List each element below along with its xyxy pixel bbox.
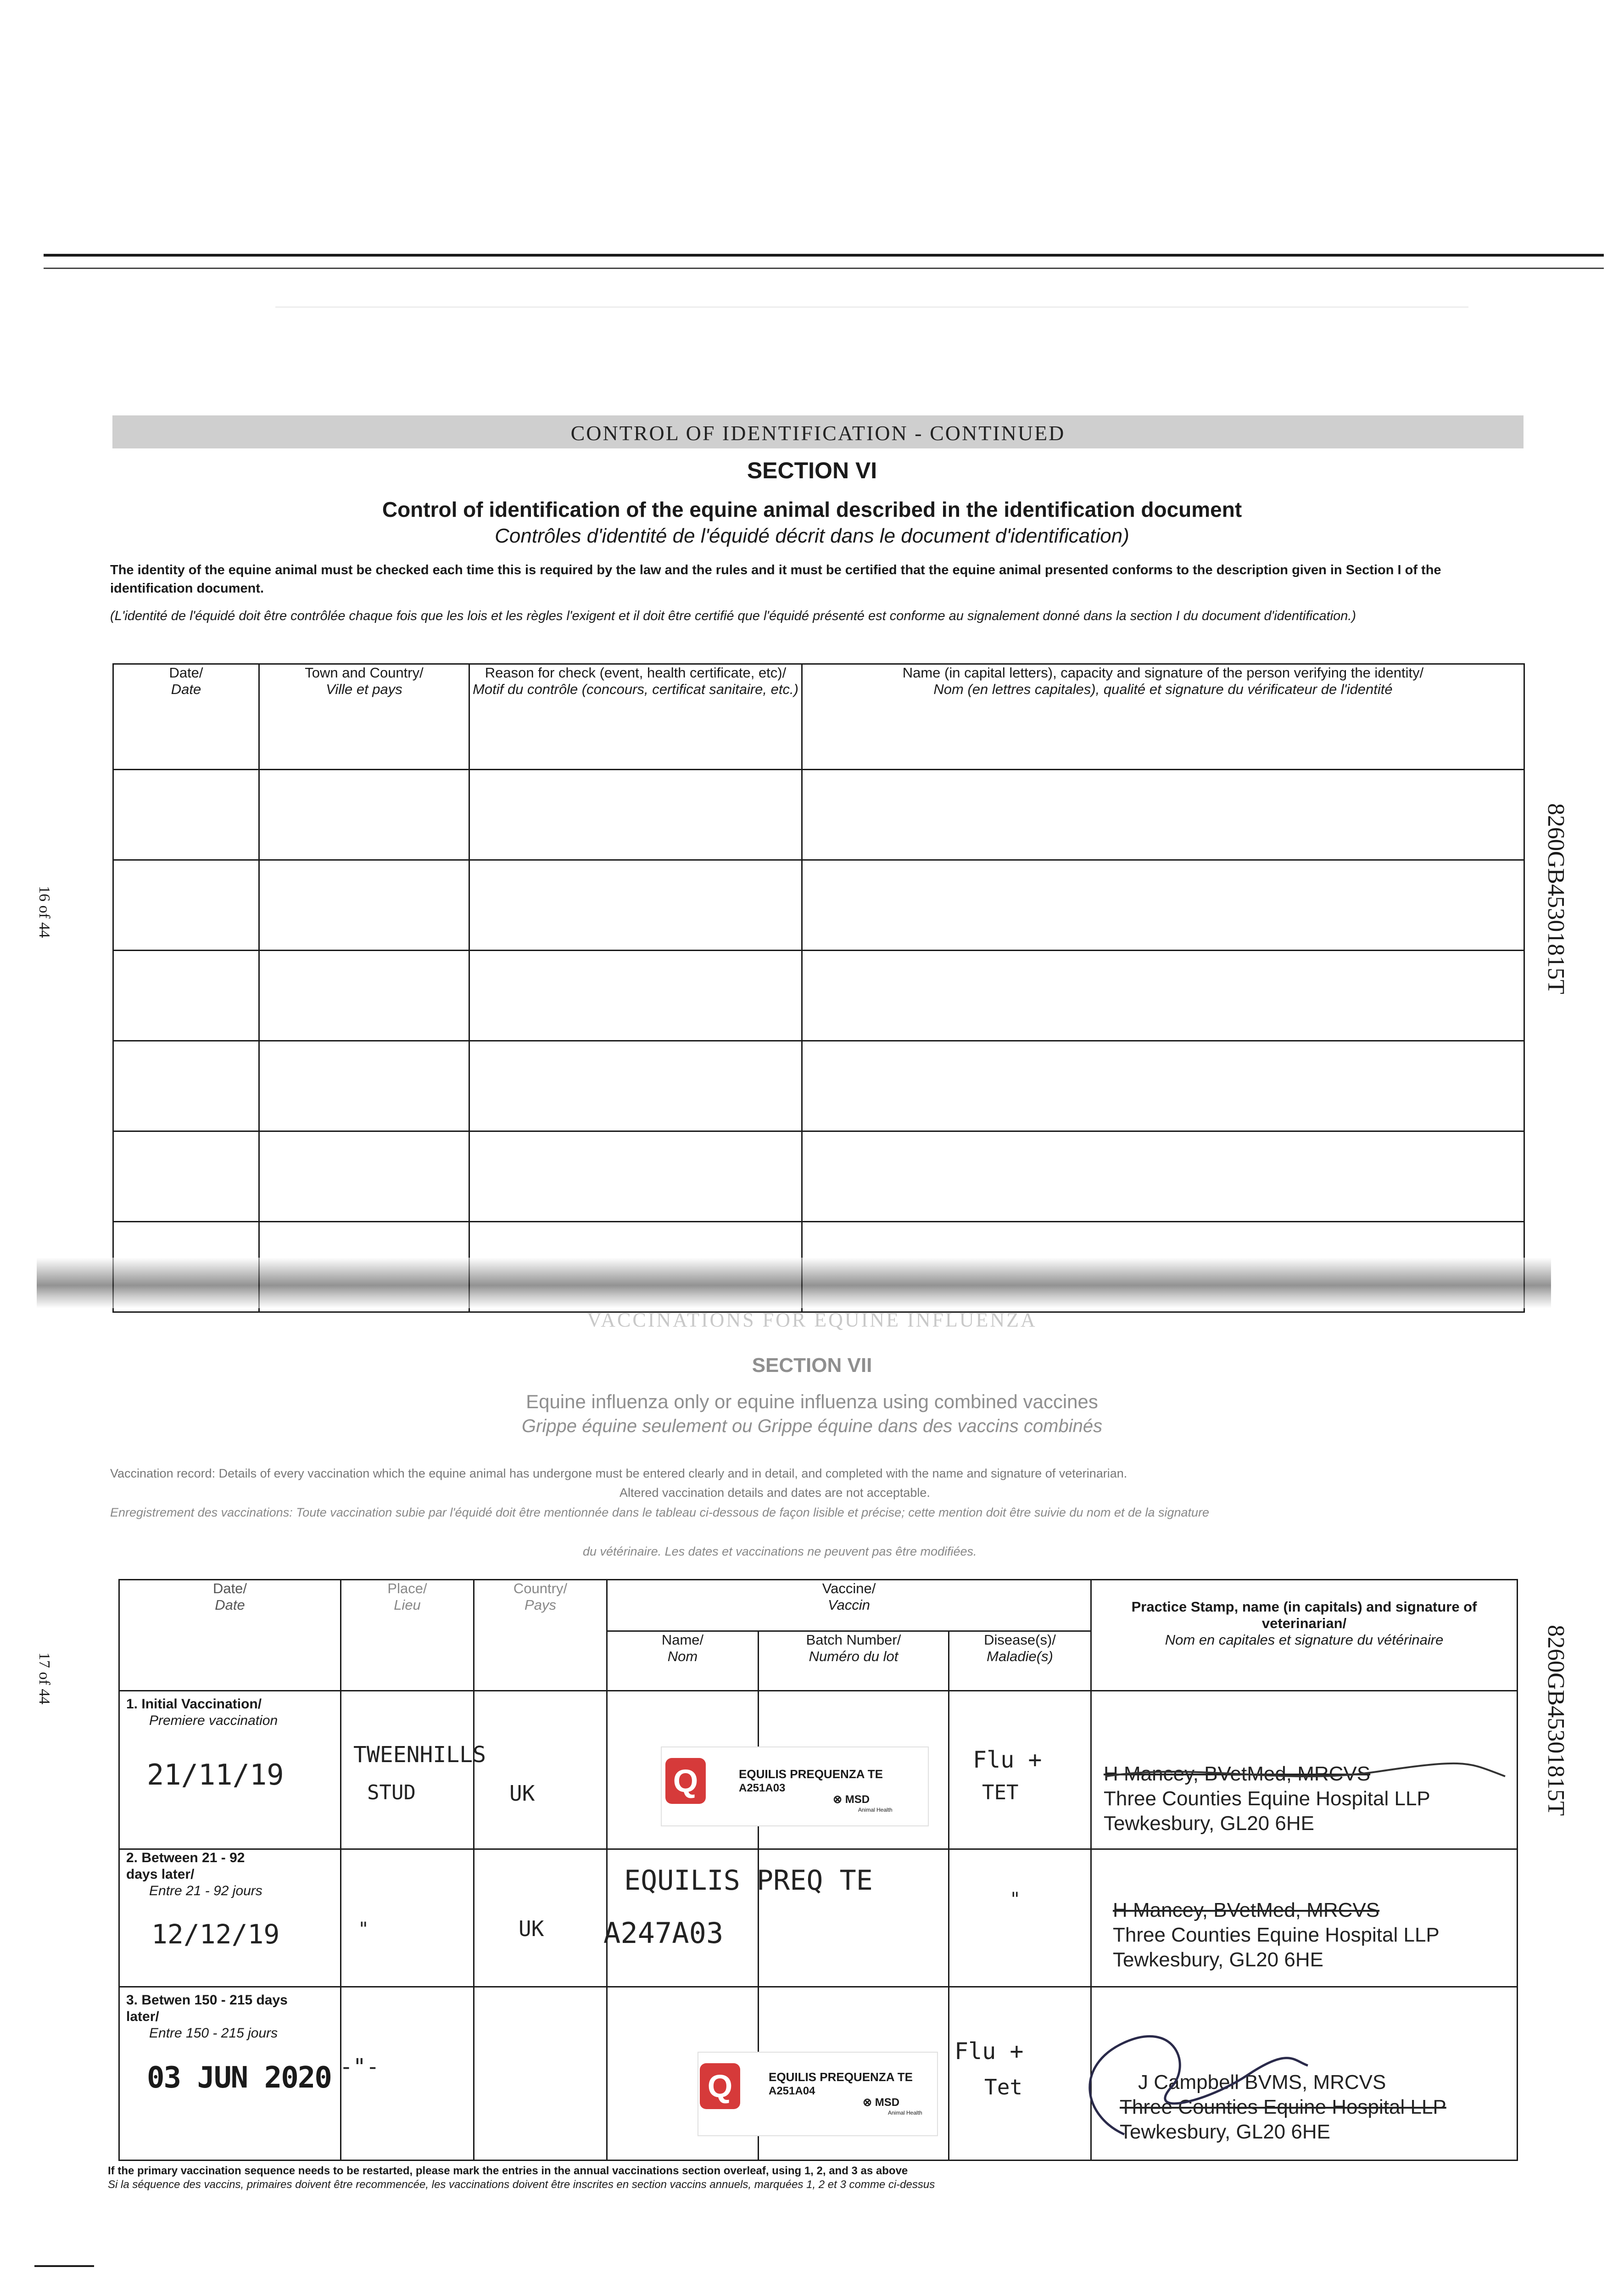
table-row [113,770,1524,860]
table-row [113,951,1524,1041]
row1-disease-2: TET [982,1781,1019,1804]
header-date: Date/ Date [113,664,259,770]
section7-intro-1: Vaccination record: Details of every vaccination which the equine animal has undergone must be entered clearly and in detail, and completed with the name and signature of veterinarian. [110,1467,1127,1480]
table-row [113,860,1524,951]
section7-title: SECTION VII [752,1354,872,1377]
section7-intro-2: Altered vaccination details and dates are not acceptable. [619,1486,930,1500]
section7-subtitle-fr: Grippe équine seulement ou Grippe équine dans des vaccins combinés [521,1416,1103,1436]
msd-logo-icon: ⊗ [863,2096,875,2109]
cell-country-1[interactable] [474,1691,607,1849]
table-row [113,1131,1524,1222]
row3-vet-stamp: J Campbell BVMS, MRCVS Three Counties Equine Hospital LLP Tewkesbury, GL20 6HE [1120,2071,1446,2143]
cell-reason[interactable] [469,770,802,860]
cell-reason[interactable] [469,1041,802,1131]
header-country: Country/ Pays [474,1580,607,1691]
cell-town[interactable] [259,860,469,951]
cell-date[interactable] [113,1131,259,1222]
faint-rule [275,307,1468,308]
q-logo-icon: Q [665,1758,706,1804]
header-town: Town and Country/ Ville et pays [259,664,469,770]
row3-signature [1055,2010,1312,2148]
row1-maker-sub: Animal Health [858,1807,893,1813]
section6-subtitle: Control of identification of the equine animal described in the identification document [382,498,1242,521]
footnote-fr: Si la séquence des vaccins, primaires doivent être recommencée, les vaccinations doivent être inscrites en section vaccins annuels, marquées 1, 2 et 3 comme ci-dessus [108,2178,935,2191]
cell-verifier[interactable] [802,951,1524,1041]
row3-date-stamp: 03 JUN 2020 [147,2061,331,2095]
section6-title: SECTION VI [747,458,877,483]
top-rule [44,254,1604,257]
row3-label: 3. Betwen 150 - 215 days later/ Entre 150 - 215 jours [126,1993,288,2041]
row3-vaccine-name: EQUILIS PREQUENZA TE [769,2070,913,2084]
header-date: Date/ Date [119,1580,341,1691]
row2-vaccine-hand-2: A247A03 [603,1916,724,1950]
cell-reason[interactable] [469,951,802,1041]
cell-date[interactable] [113,860,259,951]
cell-town[interactable] [259,1041,469,1131]
row3-vaccine-batch: A251A04 [769,2085,815,2097]
cell-reason[interactable] [469,860,802,951]
row1-country: UK [509,1781,535,1806]
banner-title: CONTROL OF IDENTIFICATION - CONTINUED [570,421,1066,445]
header-disease: Disease(s)/ Maladie(s) [949,1631,1091,1691]
row1-place-1: TWEENHILLS [353,1742,486,1768]
row1-place-2: STUD [367,1781,416,1804]
row1-vet-stamp: H Mancey, BVetMed, MRCVS Three Counties Equine Hospital LLP Tewkesbury, GL20 6HE [1104,1763,1430,1835]
msd-logo-icon: ⊗ [833,1793,845,1806]
header-reason: Reason for check (event, health certificate, etc)/ Motif du contrôle (concours, certificat sanitaire, etc.) [469,664,802,770]
cell-date[interactable] [113,770,259,860]
bottom-rule [34,2265,94,2267]
row1-date: 21/11/19 [147,1758,284,1791]
row2-vet-stamp: H Mancey, BVetMed, MRCVS Three Counties Equine Hospital LLP Tewkesbury, GL20 6HE [1113,1899,1440,1971]
fold-shadow [37,1258,1551,1308]
section7-subtitle: Equine influenza only or equine influenza using combined vaccines [526,1391,1098,1412]
row3-place: -"- [340,2054,379,2080]
section6-subtitle-fr: Contrôles d'identité de l'équidé décrit dans le document d'identification) [495,525,1129,547]
header-vaccine: Vaccine/ Vaccin [607,1580,1091,1631]
row3-maker: ⊗ MSD [863,2096,900,2109]
header-vaccine-name: Name/ Nom [607,1631,759,1691]
cell-place-1[interactable] [341,1691,474,1849]
row1-maker: ⊗ MSD [833,1793,870,1806]
cell-disease-2[interactable] [949,1849,1091,1987]
row2-label: 2. Between 21 - 92 days later/ Entre 21 - 92 jours [126,1850,262,1898]
row2-country: UK [519,1916,544,1941]
section6-intro: The identity of the equine animal must be checked each time this is required by the law and the rules and it must be certified that the equine animal presented conforms to the description given in Section I of the identification document. [110,563,1441,596]
row2-disease: " [1010,1889,1021,1910]
footnote-en: If the primary vaccination sequence needs to be restarted, please mark the entries in the annual vaccinations section overleaf, using 1, 2, and 3 as above [108,2165,908,2177]
header-place: Place/ Lieu [341,1580,474,1691]
header-batch: Batch Number/ Numéro du lot [759,1631,949,1691]
cell-verifier[interactable] [802,860,1524,951]
row1-disease-1: Flu + [973,1746,1042,1773]
section6-intro-fr: (L'identité de l'équidé doit être contrôlée chaque fois que les lois et les règles l'exigent et il doit être certifié que l'équidé présenté est conforme au signalement donné dans la section I du document d'identification.) [110,609,1356,623]
table-row [113,1041,1524,1131]
page-label-17: 17 of 44 [36,1652,53,1705]
row3-maker-sub: Animal Health [888,2110,922,2116]
section7-intro-fr-1: Enregistrement des vaccinations: Toute vaccination subie par l'équidé doit être mentionnée dans le tableau ci-dessous de façon lisible et précise; cette mention doit être suivie du nom et de la signature [110,1506,1210,1519]
row1-signature [1101,1753,1514,1790]
row1-vaccine-name: EQUILIS PREQUENZA TE [739,1767,883,1781]
cell-verifier[interactable] [802,1131,1524,1222]
cell-town[interactable] [259,770,469,860]
row3-disease-2: Tet [984,2075,1023,2099]
header-stamp: Practice Stamp, name (in capitals) and signature of veterinarian/ Nom en capitales et signature du vétérinaire [1091,1580,1518,1691]
cell-reason[interactable] [469,1131,802,1222]
section6-table [112,663,1525,1313]
cell-date[interactable] [113,1041,259,1131]
q-logo-icon: Q [700,2063,740,2109]
row2-place: " [358,1919,369,1940]
cell-town[interactable] [259,951,469,1041]
cell-country-3[interactable] [474,1987,607,2161]
cell-verifier[interactable] [802,770,1524,860]
doc-id-top: 8260GB45301815T [1543,803,1569,994]
cell-town[interactable] [259,1131,469,1222]
row1-label: 1. Initial Vaccination/ Premiere vaccination [126,1696,278,1728]
section7-intro-fr-2: du vétérinaire. Les dates et vaccinations ne peuvent pas être modifiées. [583,1545,977,1558]
table-header-row [113,664,1524,770]
cell-place-2[interactable] [341,1849,474,1987]
row1-vaccine-batch: A251A03 [739,1782,786,1794]
row2-vaccine-hand-1: EQUILIS PREQ TE [624,1864,873,1897]
top-rule-thin [44,268,1604,269]
page-label-16: 16 of 44 [36,886,53,938]
section7-banner: VACCINATIONS FOR EQUINE INFLUENZA [587,1309,1037,1331]
row3-disease-1: Flu + [954,2038,1024,2065]
cell-verifier[interactable] [802,1041,1524,1131]
header-verifier: Name (in capital letters), capacity and signature of the person verifying the identity/ Nom (en lettres capitales), qualité et signature du vérificateur de l'identité [802,664,1524,770]
row2-date: 12/12/19 [151,1919,280,1950]
cell-date[interactable] [113,951,259,1041]
table-header-row [119,1580,1518,1631]
doc-id-bottom: 8260GB45301815T [1543,1625,1569,1816]
